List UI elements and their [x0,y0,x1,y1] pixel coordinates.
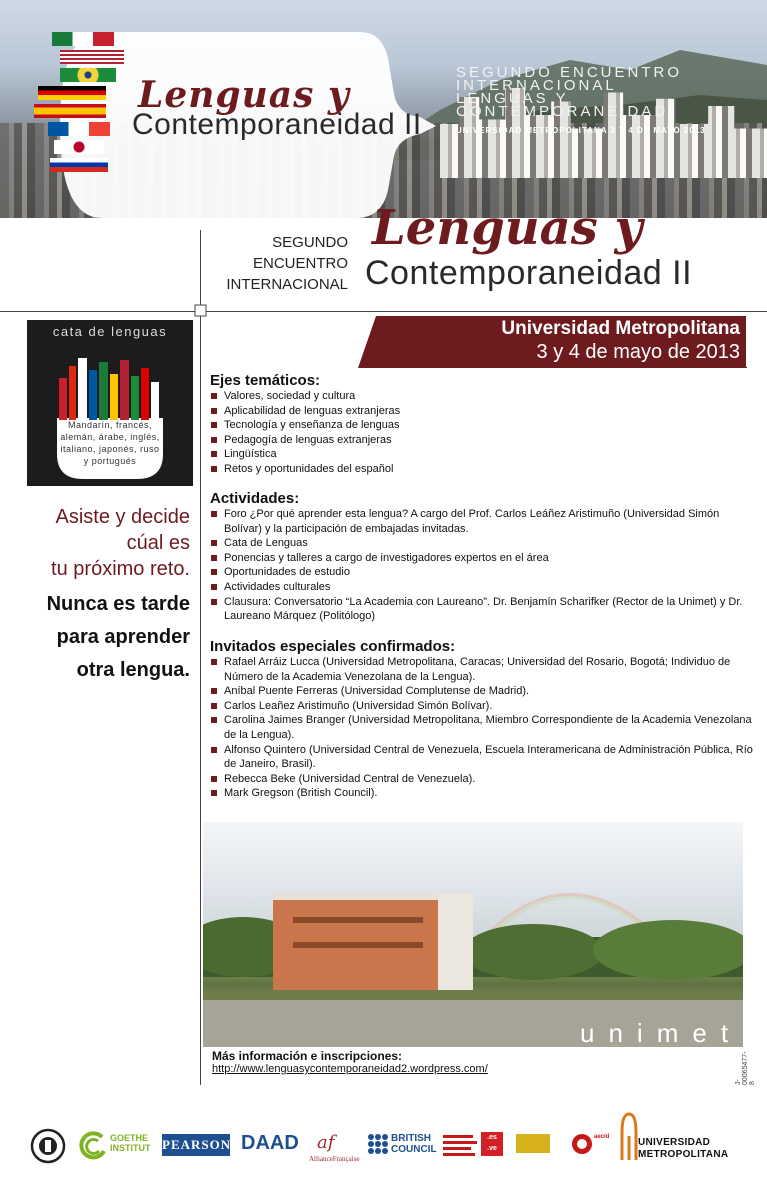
horizontal-divider [0,311,767,312]
esve-line: .ve [487,1145,497,1152]
alliance-francaise-mark-icon: af [317,1132,335,1153]
gobierno-espana-logo-icon [516,1134,550,1153]
list-item: Pedagogía de lenguas extranjeras [210,433,755,448]
ribbon-underline [369,367,747,368]
flag-spain-icon [34,104,106,118]
list-item: Mark Gregson (British Council). [210,786,755,801]
section-heading: Ejes temáticos: [210,372,321,389]
invitados-list [210,655,755,801]
list-item: Rebecca Beke (Universidad Central de Venezuela). [210,772,755,787]
unimet-logo-text [638,1137,728,1161]
slogan-line: Nunca es tarde [46,593,190,615]
list-item: Rafael Arráiz Lucca (Universidad Metropolitana, Caracas; Universidad del Rosario, Bogotá; Individuo de Número de la Academia Venezolana de la Lengua). [210,655,755,684]
segundo-line: INTERNACIONAL [226,276,348,293]
british-line: COUNCIL [391,1144,437,1155]
list-item: Aníbal Puente Ferreras (Universidad Complutense de Madrid). [210,684,755,699]
banner-subtitle-line: SEGUNDO ENCUENTRO [456,64,683,81]
british-line: BRITISH [391,1133,431,1144]
cata-title: cata de lenguas [52,324,168,339]
es-ve-logo [481,1132,503,1156]
header-banner [0,0,767,218]
embajada-espana-logo-icon [443,1133,479,1157]
list-item: Aplicabilidad de lenguas extranjeras [210,404,755,419]
british-council-logo [391,1133,437,1155]
flag-usa-icon [60,50,124,64]
list-item: Tecnología y enseñanza de lenguas [210,418,755,433]
flags-stack [34,32,130,176]
banner-subtitle-line: CONTEMPORANEIDAD [456,103,669,120]
info-heading: Más información e inscripciones: [212,1049,403,1063]
banner-date: UNIVERSIDAD METROPOLITANA 3 Y 4 DE MAYO 2013 [456,126,706,135]
aecid-logo-icon [571,1133,593,1155]
list-item: Lingüística [210,447,755,462]
slogan-line: cúal es [126,532,190,554]
banner-title-line2: Contemporaneidad II [132,108,422,141]
goethe-logo-text [110,1133,151,1153]
vertical-divider [200,230,201,1085]
flag-france-icon [48,122,110,136]
list-item: Cata de Lenguas [210,536,755,551]
banner-subtitle [456,66,756,118]
aecid-logo: aecid [594,1134,610,1140]
section-actividades [210,490,755,624]
alliance-francaise-logo: AllianceFrançaise [309,1155,360,1163]
list-item: Actividades culturales [210,580,755,595]
campus-photo [203,822,743,1047]
ribbon-edge [743,316,746,368]
flag-germany-icon [38,86,106,100]
main-title-lenguas: Lenguas y [372,200,643,256]
list-item: Carlos Leañez Aristimuño (Universidad Simón Bolívar). [210,699,755,714]
segundo-line: ENCUENTRO [252,255,348,272]
goethe-line: GOETHE [110,1133,149,1143]
list-item: Valores, sociedad y cultura [210,389,755,404]
pearson-logo: PEARSON [162,1134,230,1156]
list-item: Oportunidades de estudio [210,565,755,580]
cata-de-lenguas-box [27,320,193,486]
section-invitados [210,638,755,801]
banner-subtitle-line: INTERNACIONAL [456,77,617,94]
flag-mexico-icon [52,32,114,46]
slogan-line: otra lengua. [76,659,190,681]
section-heading: Invitados especiales confirmados: [210,638,456,655]
slogan-nunca [10,588,190,687]
list-item: Alfonso Quintero (Universidad Central de Venezuela, Escuela Interamericana de Administración Pública, Río de Janeiro, Brasil). [210,743,755,772]
list-item: Ponencias y talleres a cargo de investigadores expertos en el área [210,551,755,566]
flag-japan-icon [54,140,104,154]
goethe-logo-icon [76,1131,108,1161]
slogan-line: para aprender [56,626,190,648]
slogan-line: tu próximo reto. [51,558,190,580]
campus-illustration [203,822,743,1047]
actividades-list [210,507,755,624]
section-ejes [210,372,755,477]
slogan-line: Asiste y decide [55,506,190,528]
section-heading: Actividades: [210,490,300,507]
banner-title-line1: Lenguas y [138,74,350,116]
document-number: J-00065477-8 [735,1051,756,1085]
flag-brazil-icon [60,68,116,82]
list-item: Foro ¿Por qué aprender esta lengua? A cargo del Prof. Carlos Leáñez Aristimuño (Universidad Simón Bolívar) y la participación de embajadas invitadas. [210,507,755,536]
goethe-line: INSTITUT [110,1143,151,1153]
segundo-line: SEGUNDO [272,234,348,251]
banner-subtitle-line: LENGUAS Y [456,90,569,107]
info-link[interactable]: http://www.lenguasycontemporaneidad2.wordpress.com/ [212,1063,488,1075]
segundo-encuentro-label [200,232,348,295]
daad-logo: DAAD [241,1132,299,1154]
unimet-logo-icon [620,1112,638,1162]
university-name: Universidad Metropolitana [501,318,740,339]
fundacion-polar-logo-icon [30,1128,66,1164]
cata-languages: Mandarín, francés, alemán, árabe, inglés, italiano, japonés, ruso y portugués [60,420,160,466]
unimet-line: METROPOLITANA [638,1149,729,1160]
event-date: 3 y 4 de mayo de 2013 [536,341,740,363]
list-item: Retos y oportunidades del español [210,462,755,477]
unimet-line: UNIVERSIDAD [638,1137,711,1148]
list-item: Clausura: Conversatorio “La Academia con Laureano”. Dr. Benjamín Scharifker (Rector de la Unimet) y Dr. Laureano Márquez (Politólogo) [210,595,755,624]
esve-line: .es [487,1134,497,1141]
british-council-dots-icon [367,1133,389,1155]
list-item: Carolina Jaimes Branger (Universidad Metropolitana, Miembro Correspondiente de la Academia Venezolana de la Lengua). [210,713,755,742]
slogan-asiste [10,504,190,582]
ejes-list [210,389,755,477]
main-title-contemporaneidad: Contemporaneidad II [365,254,693,292]
unimet-watermark: unimet [580,1018,743,1048]
flag-russia-icon [50,158,108,172]
